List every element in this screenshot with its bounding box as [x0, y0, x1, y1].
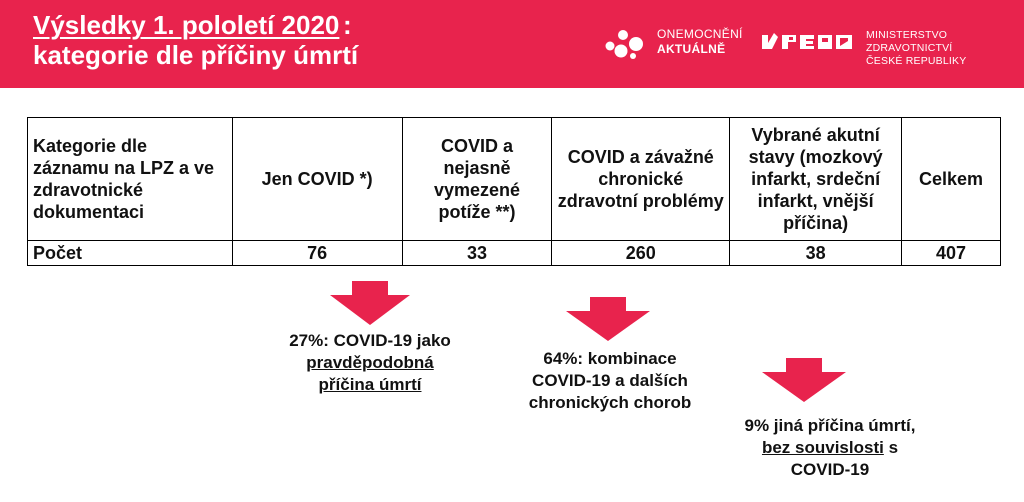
page-title: Výsledky 1. pololetí 2020: [33, 10, 340, 40]
table-header-total: Celkem: [902, 118, 1001, 241]
note-line: COVID-19 a dalších: [532, 371, 688, 390]
note-line: chronických chorob: [528, 393, 692, 412]
value-acute: 38: [730, 241, 902, 266]
value-covid-chronic: 260: [552, 241, 730, 266]
note-line: COVID-19: [790, 460, 870, 479]
onemocneni-logo-text: [657, 27, 743, 57]
table-header-covid-chronic: COVID a závažné chronické zdravotní problémy: [552, 118, 730, 241]
value-covid-only: 76: [232, 241, 402, 266]
logo-line-2: AKTUÁLNĚ: [657, 42, 726, 56]
value-covid-unclear: 33: [402, 241, 552, 266]
ministry-line-2: ČESKÉ REPUBLIKY: [866, 55, 967, 67]
note-chronic-combination: [520, 348, 700, 414]
header-banner: [0, 0, 1024, 88]
note-line: 9% jiná příčina úmrtí,: [744, 416, 916, 435]
table-header-row: [28, 118, 1001, 241]
onemocneni-logo-icon: [604, 24, 654, 60]
note-line-underlined: pravděpodobná: [306, 353, 434, 372]
table-header-covid-unclear: COVID a nejasně vymezené potíže **): [402, 118, 552, 241]
down-arrow-icon: [330, 281, 410, 325]
death-cause-table: [27, 117, 1001, 266]
note-line: 64%: kombinace: [543, 349, 677, 368]
ministry-line-1: MINISTERSTVO ZDRAVOTNICTVÍ: [866, 29, 953, 54]
note-line: 27%: COVID-19 jako: [289, 331, 451, 350]
ministry-logo-icon: [760, 29, 860, 53]
note-text: s: [883, 438, 899, 457]
page-subtitle: kategorie dle příčiny úmrtí: [33, 40, 359, 70]
ministry-logo-text: [866, 29, 1024, 68]
table-header-category: Kategorie dle záznamu na LPZ a ve zdravotnické dokumentaci: [28, 118, 233, 241]
down-arrow-icon: [762, 358, 846, 402]
logo-line-1: ONEMOCNĚNÍ: [657, 27, 743, 41]
note-underlined: bez souvislosti: [761, 438, 884, 457]
note-other-cause: [715, 415, 945, 481]
note-probable-cause: [285, 330, 455, 396]
table-row: [28, 241, 1001, 266]
table-header-covid-only: Jen COVID *): [232, 118, 402, 241]
row-label-count: Počet: [28, 241, 233, 266]
value-total: 407: [902, 241, 1001, 266]
page-title-colon: :: [343, 10, 352, 40]
note-line: [715, 437, 945, 459]
note-line-underlined: příčina úmrtí: [318, 375, 422, 394]
table-header-acute: Vybrané akutní stavy (mozkový infarkt, srdeční infarkt, vnější příčina): [730, 118, 902, 241]
down-arrow-icon: [566, 297, 650, 341]
